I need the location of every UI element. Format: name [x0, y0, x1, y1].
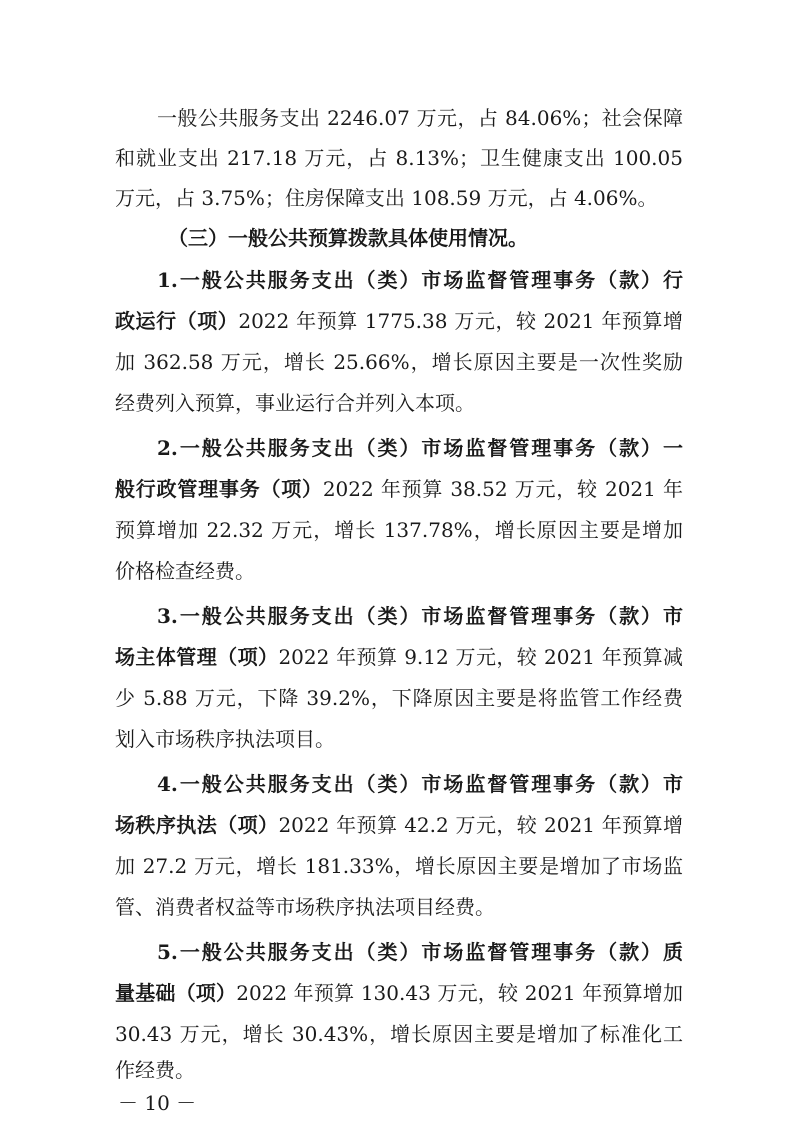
item-1-line-3: 加 362.58 万元，增长 25.66%，增长原因主要是一次性奖励 [115, 350, 683, 374]
item-1-line-2 [115, 303, 683, 339]
item-5-budget-text: 2022 年预算 130.43 万元，较 2021 年预算增加 [236, 981, 683, 1005]
paragraph-line: 一般公共服务支出 2246.07 万元，占 84.06%；社会保障 [157, 106, 683, 130]
paragraph-line: 和就业支出 217.18 万元，占 8.13%；卫生健康支出 100.05 [115, 146, 683, 170]
item-4-project-name: 场秩序执法（项） [115, 813, 279, 837]
item-2-title-line: 2.一般公共服务支出（类）市场监督管理事务（款）一 [157, 436, 683, 460]
item-4-line-3: 加 27.2 万元，增长 181.33%，增长原因主要是增加了市场监 [115, 854, 683, 878]
item-1-project-name: 政运行（项） [115, 309, 239, 333]
page-number: － 10 － [118, 1091, 197, 1115]
item-5-line-2 [115, 975, 683, 1011]
item-3-project-name: 场主体管理（项） [115, 645, 279, 669]
item-4-title-line: 4.一般公共服务支出（类）市场监督管理事务（款）市 [157, 772, 683, 796]
item-3-line-3: 少 5.88 万元，下降 39.2%，下降原因主要是将监管工作经费 [115, 686, 683, 710]
item-5-line-4: 作经费。 [115, 1058, 195, 1082]
item-3-line-2 [115, 639, 683, 675]
section-heading: （三）一般公共预算拨款具体使用情况。 [168, 226, 528, 250]
item-5-project-name: 量基础（项） [115, 981, 237, 1005]
item-5-line-3: 30.43 万元，增长 30.43%，增长原因主要是增加了标准化工 [115, 1022, 683, 1046]
item-4-budget-text: 2022 年预算 42.2 万元，较 2021 年预算增 [278, 813, 683, 837]
item-3-line-4: 划入市场秩序执法项目。 [115, 727, 335, 751]
item-1-budget-text: 2022 年预算 1775.38 万元，较 2021 年预算增 [238, 309, 683, 333]
item-2-line-4: 价格检查经费。 [115, 559, 255, 583]
item-3-budget-text: 2022 年预算 9.12 万元，较 2021 年预算减 [278, 645, 683, 669]
item-4-line-2 [115, 807, 683, 843]
item-1-title-line: 1.一般公共服务支出（类）市场监督管理事务（款）行 [157, 268, 683, 292]
item-2-budget-text: 2022 年预算 38.52 万元，较 2021 年 [322, 477, 683, 501]
item-3-title-line: 3.一般公共服务支出（类）市场监督管理事务（款）市 [157, 604, 683, 628]
item-5-title-line: 5.一般公共服务支出（类）市场监督管理事务（款）质 [157, 940, 683, 964]
item-4-line-4: 管、消费者权益等市场秩序执法项目经费。 [115, 895, 495, 919]
item-2-line-2 [115, 471, 683, 507]
item-2-line-3: 预算增加 22.32 万元，增长 137.78%，增长原因主要是增加 [115, 518, 683, 542]
paragraph-line: 万元，占 3.75%；住房保障支出 108.59 万元，占 4.06%。 [115, 186, 658, 210]
item-2-project-name: 般行政管理事务（项） [115, 477, 323, 501]
item-1-line-4: 经费列入预算，事业运行合并列入本项。 [115, 391, 475, 415]
